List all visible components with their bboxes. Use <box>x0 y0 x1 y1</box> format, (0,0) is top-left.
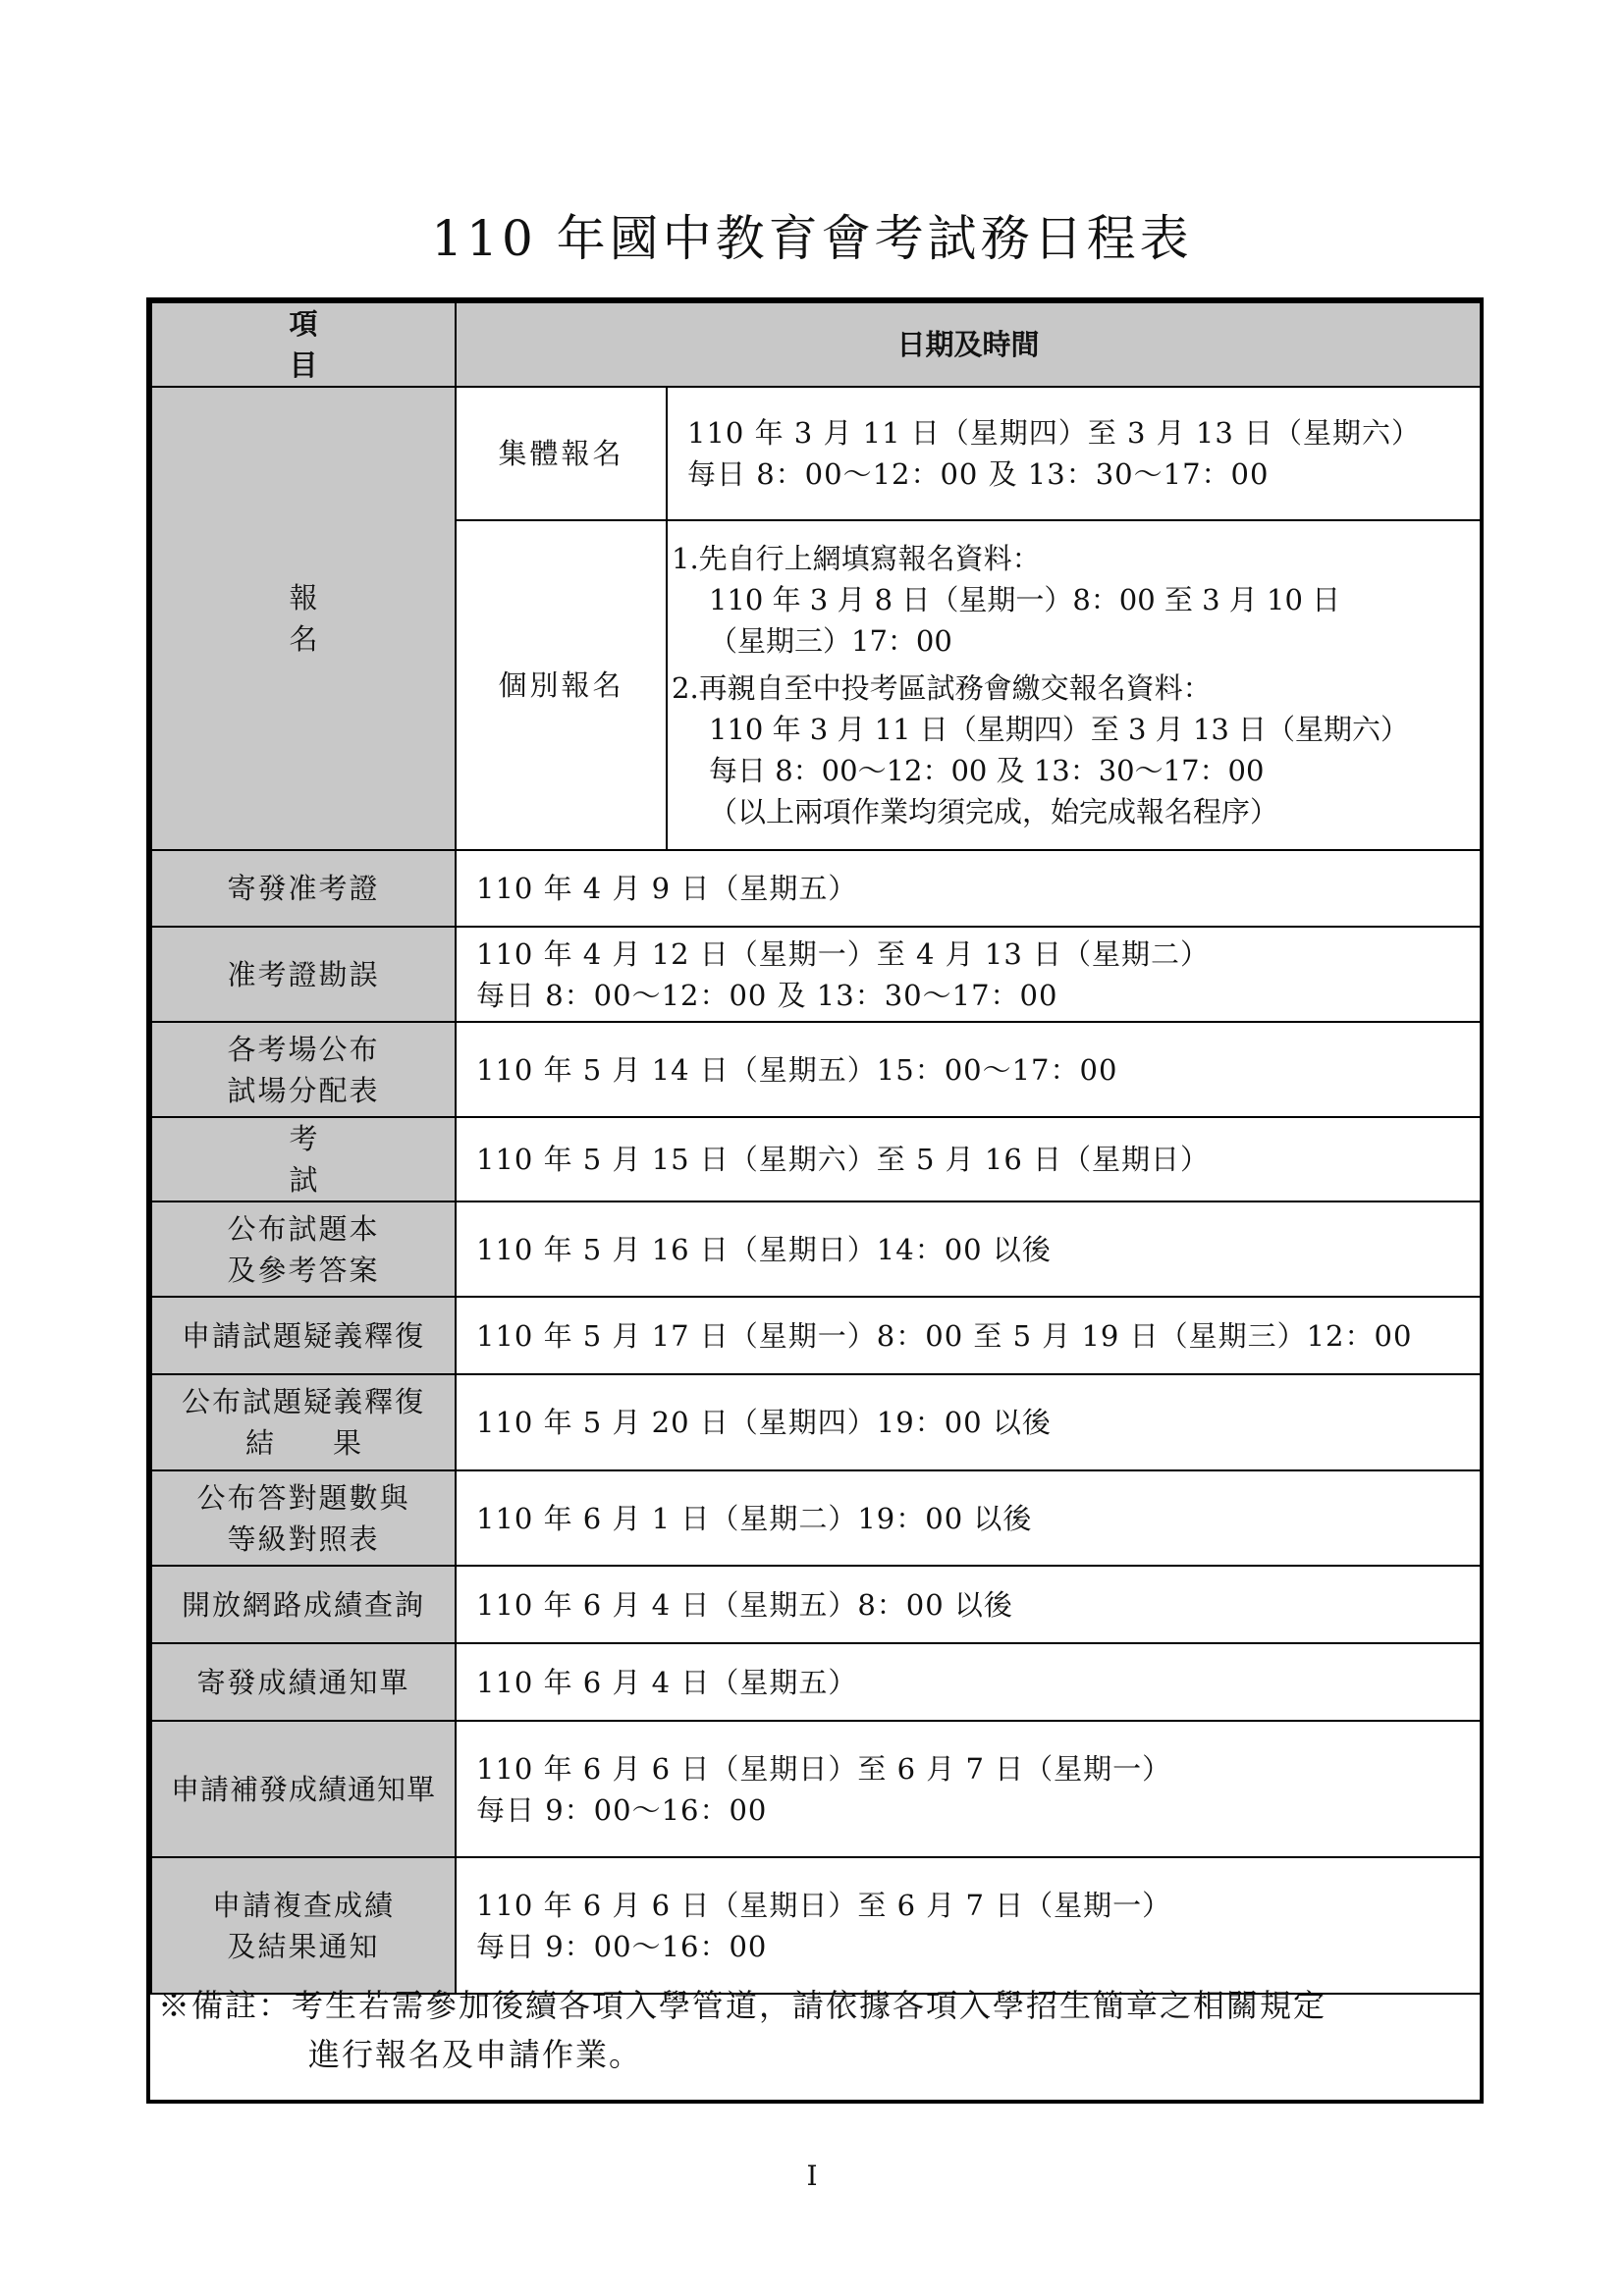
table-row <box>151 927 1481 1022</box>
remark-note: ※備註：考生若需參加後續各項入學管道，請依據各項入學招生簡章之相關規定 進行報名及申請作業。 <box>158 1987 1327 2073</box>
row-label: 寄發成績通知單 <box>151 1643 456 1721</box>
table-row <box>151 1117 1481 1201</box>
row-label: 准考證勘誤 <box>151 927 456 1022</box>
header-item: 項目 <box>151 302 456 387</box>
row-label: 考試 <box>151 1117 456 1201</box>
table-row <box>151 1297 1481 1374</box>
row-label: 公布試題疑義釋復 結果 <box>151 1374 456 1470</box>
header-datetime: 日期及時間 <box>456 302 1481 387</box>
row-value: 110 年 4 月 12 日（星期一）至 4 月 13 日（星期二） 每日 8：00～12：00 及 13：30～17：00 <box>456 927 1481 1022</box>
row-label: 申請補發成績通知單 <box>151 1721 456 1857</box>
row-value: 110 年 6 月 1 日（星期二）19：00 以後 <box>456 1470 1481 1566</box>
row-value: 110 年 5 月 17 日（星期一）8：00 至 5 月 19 日（星期三）12：00 <box>456 1297 1481 1374</box>
row-label: 申請試題疑義釋復 <box>151 1297 456 1374</box>
table-row <box>151 387 1481 520</box>
row-value: 110 年 6 月 6 日（星期日）至 6 月 7 日（星期一） 每日 9：00～16：00 <box>456 1721 1481 1857</box>
table-row <box>151 1566 1481 1643</box>
table-row <box>151 1374 1481 1470</box>
table-row <box>151 1201 1481 1297</box>
row-label: 各考場公布 試場分配表 <box>151 1022 456 1117</box>
row-label: 寄發准考證 <box>151 850 456 927</box>
page-title: 110 年國中教育會考試務日程表 <box>431 210 1193 267</box>
row-value: 110 年 5 月 16 日（星期日）14：00 以後 <box>456 1201 1481 1297</box>
row-value: 110 年 6 月 4 日（星期五）8：00 以後 <box>456 1566 1481 1643</box>
individual-registration-label: 個別報名 <box>456 520 667 850</box>
row-value: 110 年 4 月 9 日（星期五） <box>456 850 1481 927</box>
row-value: 110 年 5 月 14 日（星期五）15：00～17：00 <box>456 1022 1481 1117</box>
row-value: 110 年 6 月 6 日（星期日）至 6 月 7 日（星期一） 每日 9：00～16：00 <box>456 1857 1481 1994</box>
row-value: 110 年 5 月 15 日（星期六）至 5 月 16 日（星期日） <box>456 1117 1481 1201</box>
table-row <box>151 850 1481 927</box>
row-label: 申請複查成績 及結果通知 <box>151 1857 456 1994</box>
table-row <box>151 1470 1481 1566</box>
table-row <box>151 1643 1481 1721</box>
group-registration-label: 集體報名 <box>456 387 667 520</box>
table-header-row <box>151 302 1481 387</box>
schedule-sheet <box>146 297 1484 2104</box>
row-value: 110 年 6 月 4 日（星期五） <box>456 1643 1481 1721</box>
registration-label: 報名 <box>151 387 456 850</box>
individual-registration-value: 1.先自行上網填寫報名資料： 110 年 3 月 8 日（星期一）8：00 至 3 月 10 日 （星期三）17：00 2.再親自至中投考區試務會繳交報名資料： 110 年 3 月 11 日（星期四）至 3 月 13 日（星期六） 每日 8：00～12：00 及 13：30～17：00 （以上兩項作業均須完成，始完成報名程序） <box>667 520 1481 850</box>
row-label: 開放網路成績查詢 <box>151 1566 456 1643</box>
row-label: 公布答對題數與 等級對照表 <box>151 1470 456 1566</box>
row-label: 公布試題本 及參考答案 <box>151 1201 456 1297</box>
group-registration-value: 110 年 3 月 11 日（星期四）至 3 月 13 日（星期六） 每日 8：00～12：00 及 13：30～17：00 <box>667 387 1481 520</box>
row-value: 110 年 5 月 20 日（星期四）19：00 以後 <box>456 1374 1481 1470</box>
table-row <box>151 1721 1481 1857</box>
page-number: I <box>806 2160 818 2192</box>
schedule-table <box>150 301 1482 1995</box>
table-row <box>151 1022 1481 1117</box>
